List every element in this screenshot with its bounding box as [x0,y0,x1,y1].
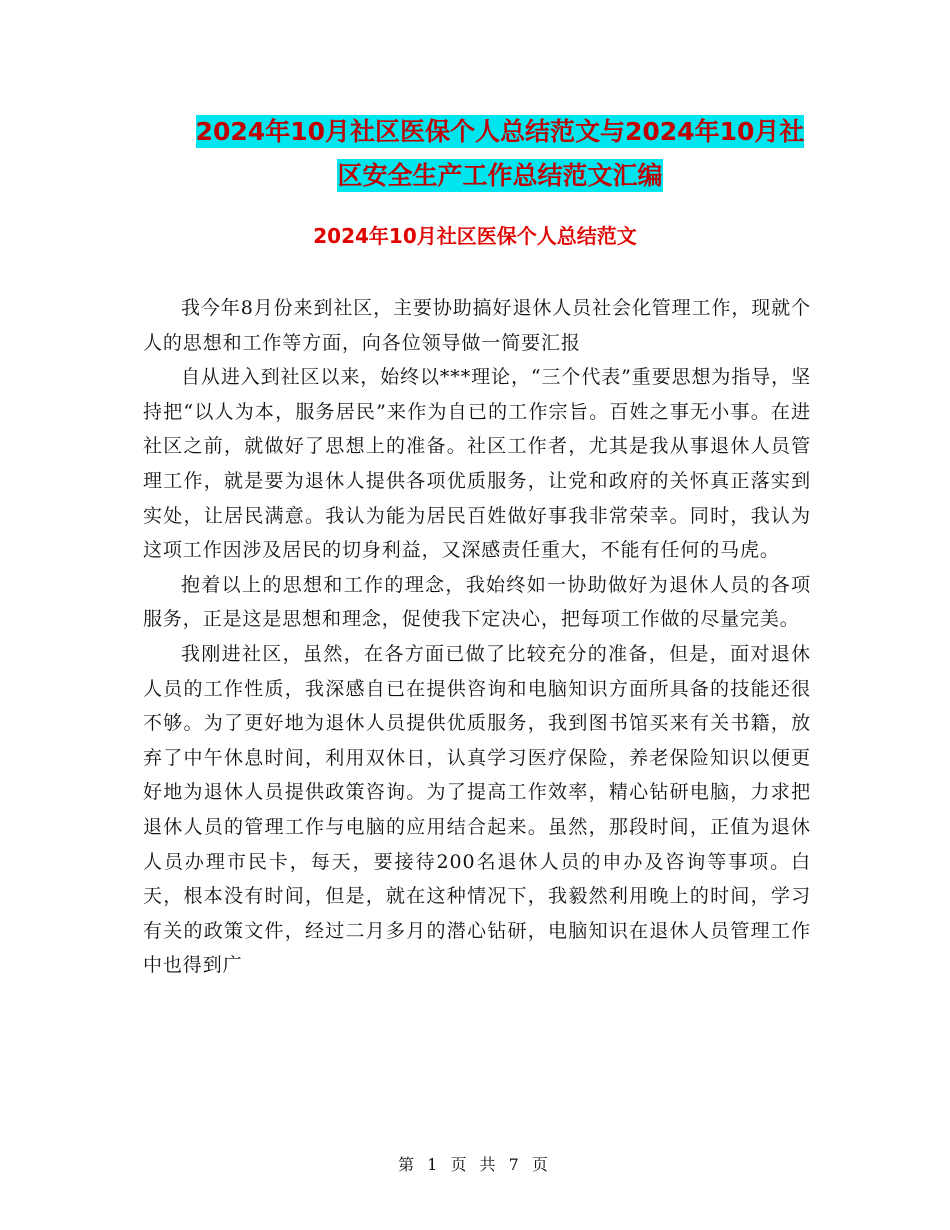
section-subtitle: 2024年10月社区医保个人总结范文 [313,224,637,248]
paragraph-2: 自从进入到社区以来，始终以***理论，“三个代表”重要思想为指导，坚持把“以人为本，服务居民”来作为自已的工作宗旨。百姓之事无小事。在进社区之前，就做好了思想上的准备。社区工作者，尤其是我从事退休人员管理工作，就是要为退休人提供各项优质服务，让党和政府的关怀真正落实到实处，让居民满意。我认为能为居民百姓做好事我非常荣幸。同时，我认为这项工作因涉及居民的切身利益，又深感责任重大，不能有任何的马虎。 [143,366,811,562]
page-footer: 第 1 页 共 7 页 [398,1155,552,1174]
paragraph-1: 我今年8月份来到社区，主要协助搞好退休人员社会化管理工作，现就个人的思想和工作等方面，向各位领导做一简要汇报 [143,297,811,354]
paragraph-4: 我刚进社区，虽然，在各方面已做了比较充分的准备，但是，面对退休人员的工作性质，我深感自已在提供咨询和电脑知识方面所具备的技能还很不够。为了更好地为退休人员提供优质服务，我到图书馆买来有关书籍，放弃了中午休息时间，利用双休日，认真学习医疗保险，养老保险知识以便更好地为退休人员提供政策咨询。为了提高工作效率，精心钻研电脑，力求把退休人员的管理工作与电脑的应用结合起来。虽然，那段时间，正值为退休人员办理市民卡，每天，要接待200名退休人员的申办及咨询等事项。白天，根本没有时间，但是，就在这种情况下，我毅然利用晚上的时间，学习有关的政策文件，经过二月多月的潜心钻研，电脑知识在退休人员管理工作中也得到广 [143,642,811,977]
document-title [140,110,860,198]
title-line-2: 区安全生产工作总结范文汇编 [337,161,663,190]
body-text [143,291,811,983]
paragraph-3: 抱着以上的思想和工作的理念，我始终如一协助做好为退休人员的各项服务，正是这是思想和理念，促使我下定决心，把每项工作做的尽量完美。 [143,573,811,631]
title-line-1: 2024年10月社区医保个人总结范文与2024年10月社 [195,117,805,146]
